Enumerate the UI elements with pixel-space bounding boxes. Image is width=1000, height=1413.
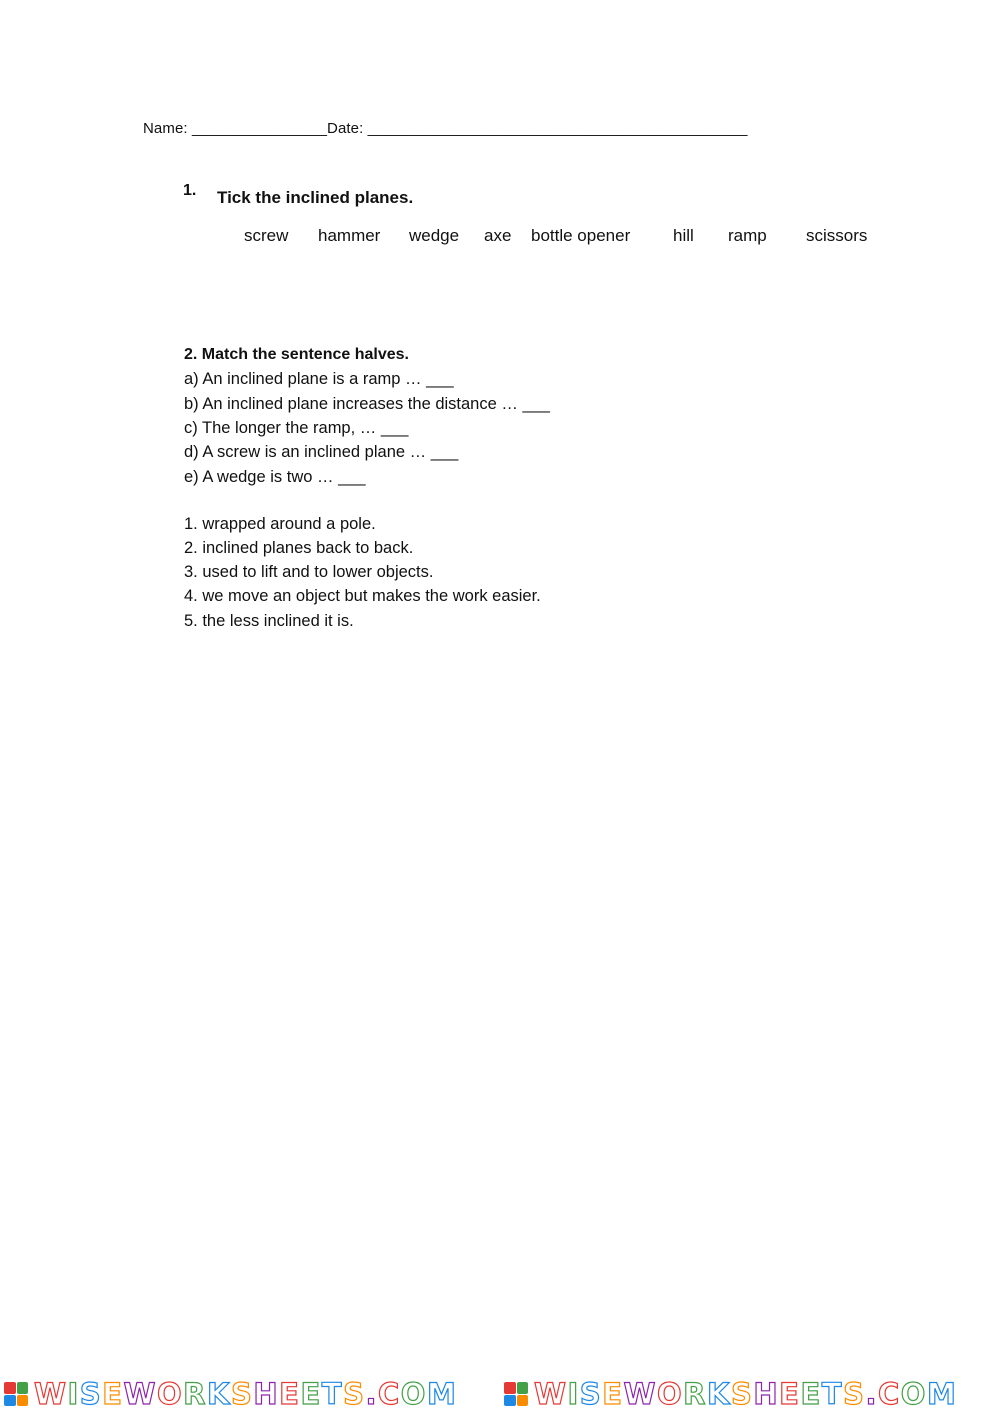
- word-wedge: wedge: [409, 226, 460, 245]
- sentence-half-c: c) The longer the ramp, … ___: [184, 419, 409, 437]
- sentence-half-a: a) An inclined plane is a ramp … ___: [184, 370, 454, 388]
- word-bottle-opener: bottle opener: [531, 226, 631, 245]
- sentence-half-e: e) A wedge is two … ___: [184, 468, 366, 486]
- sentence-ending-2: 2. inclined planes back to back.: [184, 539, 414, 557]
- question-1-number: 1.: [183, 182, 197, 199]
- word-hill: hill: [673, 226, 694, 245]
- sentence-half-d: d) A screw is an inclined plane … ___: [184, 443, 459, 461]
- sentence-ending-1: 1. wrapped around a pole.: [184, 515, 376, 533]
- question-2-title: 2. Match the sentence halves.: [184, 346, 409, 363]
- sentence-ending-3: 3. used to lift and to lower objects.: [184, 563, 434, 581]
- sentence-half-b: b) An inclined plane increases the distance … ___: [184, 395, 550, 413]
- sentence-ending-4: 4. we move an object but makes the work easier.: [184, 587, 541, 605]
- word-ramp: ramp: [728, 226, 767, 245]
- footer-logo-right: [500, 1377, 1000, 1411]
- brand-mark-icon: [4, 1382, 28, 1406]
- word-hammer: hammer: [318, 226, 381, 245]
- word-screw: screw: [244, 226, 289, 245]
- footer-watermark: [0, 1378, 1000, 1410]
- brand-text: WISEWORKSHEETS.COM: [534, 1377, 958, 1411]
- name-date-line: Name: ________________Date: _____________________________________________: [143, 120, 748, 137]
- word-scissors: scissors: [806, 226, 868, 245]
- brand-mark-icon: [504, 1382, 528, 1406]
- question-1-title: Tick the inclined planes.: [217, 188, 414, 207]
- sentence-ending-5: 5. the less inclined it is.: [184, 612, 354, 630]
- footer-logo-left: [0, 1377, 500, 1411]
- brand-text: WISEWORKSHEETS.COM: [34, 1377, 458, 1411]
- word-axe: axe: [484, 226, 512, 245]
